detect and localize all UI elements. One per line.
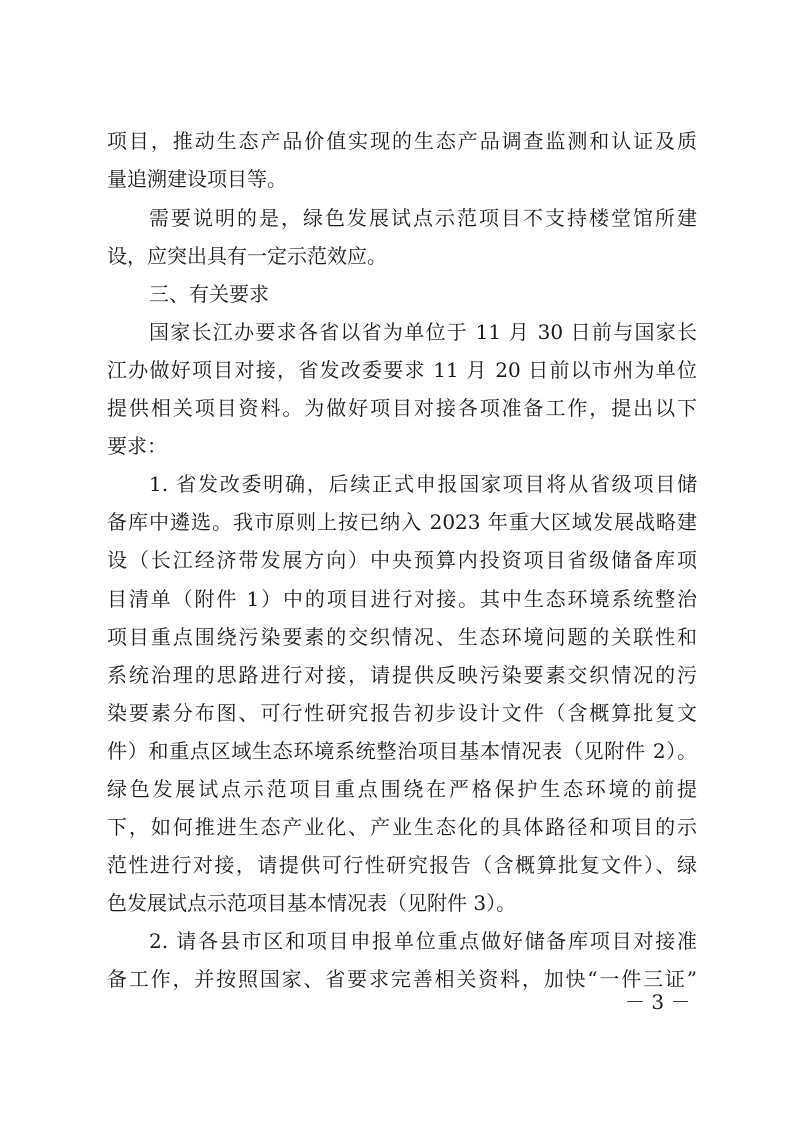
body-line: 需要说明的是，绿色发展试点示范项目不支持楼堂馆所建 (149, 206, 697, 230)
body-line: 下，如何推进生态产业化、产业生态化的具体路径和项目的示 (107, 815, 697, 839)
section-heading: 三、有关要求 (149, 282, 269, 306)
body-line: 项目，推动生态产品价值实现的生态产品调查监测和认证及质 (107, 129, 697, 153)
body-line: 色发展试点示范项目基本情况表（见附件 3）。 (107, 891, 517, 915)
body-line: 范性进行对接，请提供可行性研究报告（含概算批复文件）、绿 (107, 853, 697, 877)
body-line: 件）和重点区域生态环境系统整治项目基本情况表（见附件 2）。 (107, 739, 697, 763)
body-line: 提供相关项目资料。为做好项目对接各项准备工作，提出以下 (107, 396, 697, 420)
body-line: 国家长江办要求各省以省为单位于 11 月 30 日前与国家长 (149, 320, 697, 344)
body-line: 备库中遴选。我市原则上按已纳入 2023 年重大区域发展战略建 (107, 510, 697, 534)
body-line: 江办做好项目对接，省发改委要求 11 月 20 日前以市州为单位 (107, 358, 697, 382)
body-line: 2. 请各县市区和项目申报单位重点做好储备库项目对接准 (149, 929, 697, 953)
body-line: 系统治理的思路进行对接，请提供反映污染要素交织情况的污 (107, 663, 697, 687)
body-line: 染要素分布图、可行性研究报告初步设计文件（含概算批复文 (107, 701, 697, 725)
body-line: 备工作，并按照国家、省要求完善相关资料，加快“一件三证” (107, 967, 697, 991)
body-line: 绿色发展试点示范项目重点围绕在严格保护生态环境的前提 (107, 777, 697, 801)
body-line: 要求： (107, 434, 167, 458)
body-line: 1. 省发改委明确，后续正式申报国家项目将从省级项目储 (149, 472, 697, 496)
body-line: 目清单（附件 1）中的项目进行对接。其中生态环境系统整治 (107, 587, 697, 611)
page-number: － 3 － (625, 990, 691, 1014)
body-line: 设，应突出具有一定示范效应。 (107, 244, 387, 268)
body-line: 量追溯建设项目等。 (107, 167, 287, 191)
body-line: 项目重点围绕污染要素的交织情况、生态环境问题的关联性和 (107, 625, 697, 649)
body-line: 设（长江经济带发展方向）中央预算内投资项目省级储备库项 (107, 548, 697, 572)
